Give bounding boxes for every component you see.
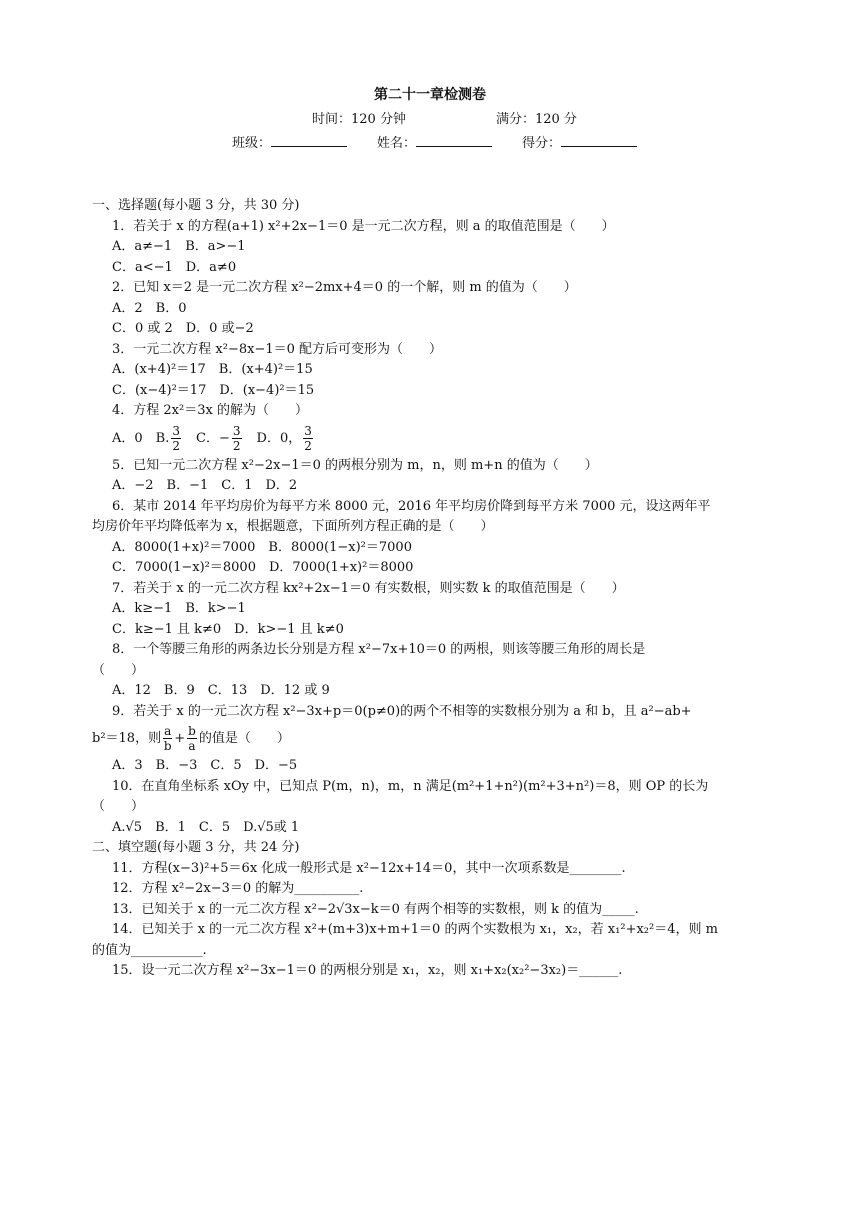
question-line: 5．已知一元二次方程 x²−2x−1＝0 的两根分别为 m，n，则 m+n 的值为（ ） [112,457,598,473]
question-line: （ ） [92,662,145,678]
question-line: 15．设一元二次方程 x²−3x−1＝0 的两根分别是 x₁，x₂，则 x₁+x₂(x₂²−3x₂)＝______. [112,963,623,978]
student-info-row [232,132,637,151]
fraction: $\frac{3}{2}$ [172,423,180,453]
option-line: A．(x+4)²＝17 B．(x+4)²＝15 [112,362,313,377]
option-line: A．3 B．−3 C．5 D．−5 [112,758,298,773]
class-field[interactable] [271,132,347,147]
name-field[interactable] [416,132,492,147]
score-field[interactable] [561,132,637,147]
question-line: 4．方程 2x²＝3x 的解为（ ） [112,403,308,418]
time-info: 时间：120 分钟 [312,112,406,127]
question-line: 10．在直角坐标系 xOy 中，已知点 P(m，n)，m，n 满足(m²+1+n²)(m²+3+n²)＝8，则 OP 的长为 [112,778,709,794]
fraction: $\frac{a}{b}$ [163,724,172,753]
question-line: 3．一元二次方程 x²−8x−1＝0 配方后可变形为（ ） [112,341,443,357]
option-line: C．k≥−1 且 k≠0 D．k>−1 且 k≠0 [112,621,344,637]
option-text: D．0， [256,430,302,446]
option-text: A．0 B. [112,430,170,446]
option-line: A．8000(1+x)²＝7000 B．8000(1−x)²＝7000 [112,539,412,555]
question-line: 9．若关于 x 的一元二次方程 x²−3x+p＝0(p≠0)的两个不相等的实数根分别为 a 和 b，且 a²−ab+ [112,703,692,719]
option-line: A．a≠−1 B．a>−1 [112,239,246,254]
question-line: 7．若关于 x 的一元二次方程 kx²+2x−1＝0 有实数根，则实数 k 的取值范围是（ ） [112,580,625,596]
option-line: A.√5 B．1 C．5 D.√5或 1 [112,819,300,835]
fraction: $\frac{b}{a}$ [188,724,196,753]
question-line: 的值为___________. [92,942,207,958]
class-label: 班级： [232,136,272,151]
question-line: 14．已知关于 x 的一元二次方程 x²+(m+3)x+m+1＝0 的两个实数根为 x₁，x₂，若 x₁²+x₂²＝4，则 m [112,922,718,937]
question-list [92,196,782,982]
question-line: 2．已知 x＝2 是一元二次方程 x²−2mx+4＝0 的一个解，则 m 的值为（ ） [112,280,577,295]
fraction: $\frac{3}{2}$ [304,423,312,453]
name-label: 姓名： [377,136,417,151]
question-line: 11．方程(x−3)²+5＝6x 化成一般形式是 x²−12x+14＝0，其中一次项系数是________. [112,860,626,876]
section-heading: 二、填空题(每小题 3 分，共 24 分) [92,840,300,855]
score-label: 得分： [522,136,562,151]
question-line: 均房价年平均降低率为 x，根据题意，下面所列方程正确的是（ ） [92,519,494,534]
question-line: （ ） [92,799,145,814]
option-line [92,422,782,456]
option-line: A．12 B．9 C．13 D．12 或 9 [112,683,330,698]
option-line: C．(x−4)²＝17 D．(x−4)²＝15 [112,382,315,398]
section-heading: 一、选择题(每小题 3 分，共 30 分) [92,198,300,213]
question-line: 13．已知关于 x 的一元二次方程 x²−2√3x−k＝0 有两个相等的实数根，则 k 的值为_____. [112,901,639,917]
option-line: C．a<−1 D．a≠0 [112,259,237,275]
full-score-info: 满分：120 分 [495,112,577,127]
question-line: 1．若关于 x 的方程(a+1) x²+2x−1＝0 是一元二次方程，则 a 的取值范围是（ ） [112,218,615,234]
question-line: b²＝18，则 $\frac{a}{b}$ + $\frac{b}{a}$ 的值是（ ） [92,724,290,753]
option-line: A．−2 B．−1 C．1 D．2 [112,478,298,493]
option-text: C．− [196,430,230,446]
option-line: C．7000(1−x)²＝8000 D．7000(1+x)²＝8000 [112,560,414,575]
option-line: A．k≥−1 B．k>−1 [112,601,246,616]
page-title: 第二十一章检测卷 [374,87,486,103]
question-line: 12．方程 x²−2x−3＝0 的解为__________. [112,881,364,896]
fraction: $\frac{3}{2}$ [232,423,241,453]
option-line: A．2 B．0 [112,300,187,316]
question-line: 8．一个等腰三角形的两条边长分别是方程 x²−7x+10＝0 的两根，则该等腰三角形的周长是 [112,642,646,657]
question-line: 6．某市 2014 年平均房价为每平方米 8000 元，2016 年平均房价降到每平方米 7000 元，设这两年平 [112,498,711,514]
option-line: C．0 或 2 D．0 或−2 [112,321,254,336]
exam-meta-row [312,108,577,127]
